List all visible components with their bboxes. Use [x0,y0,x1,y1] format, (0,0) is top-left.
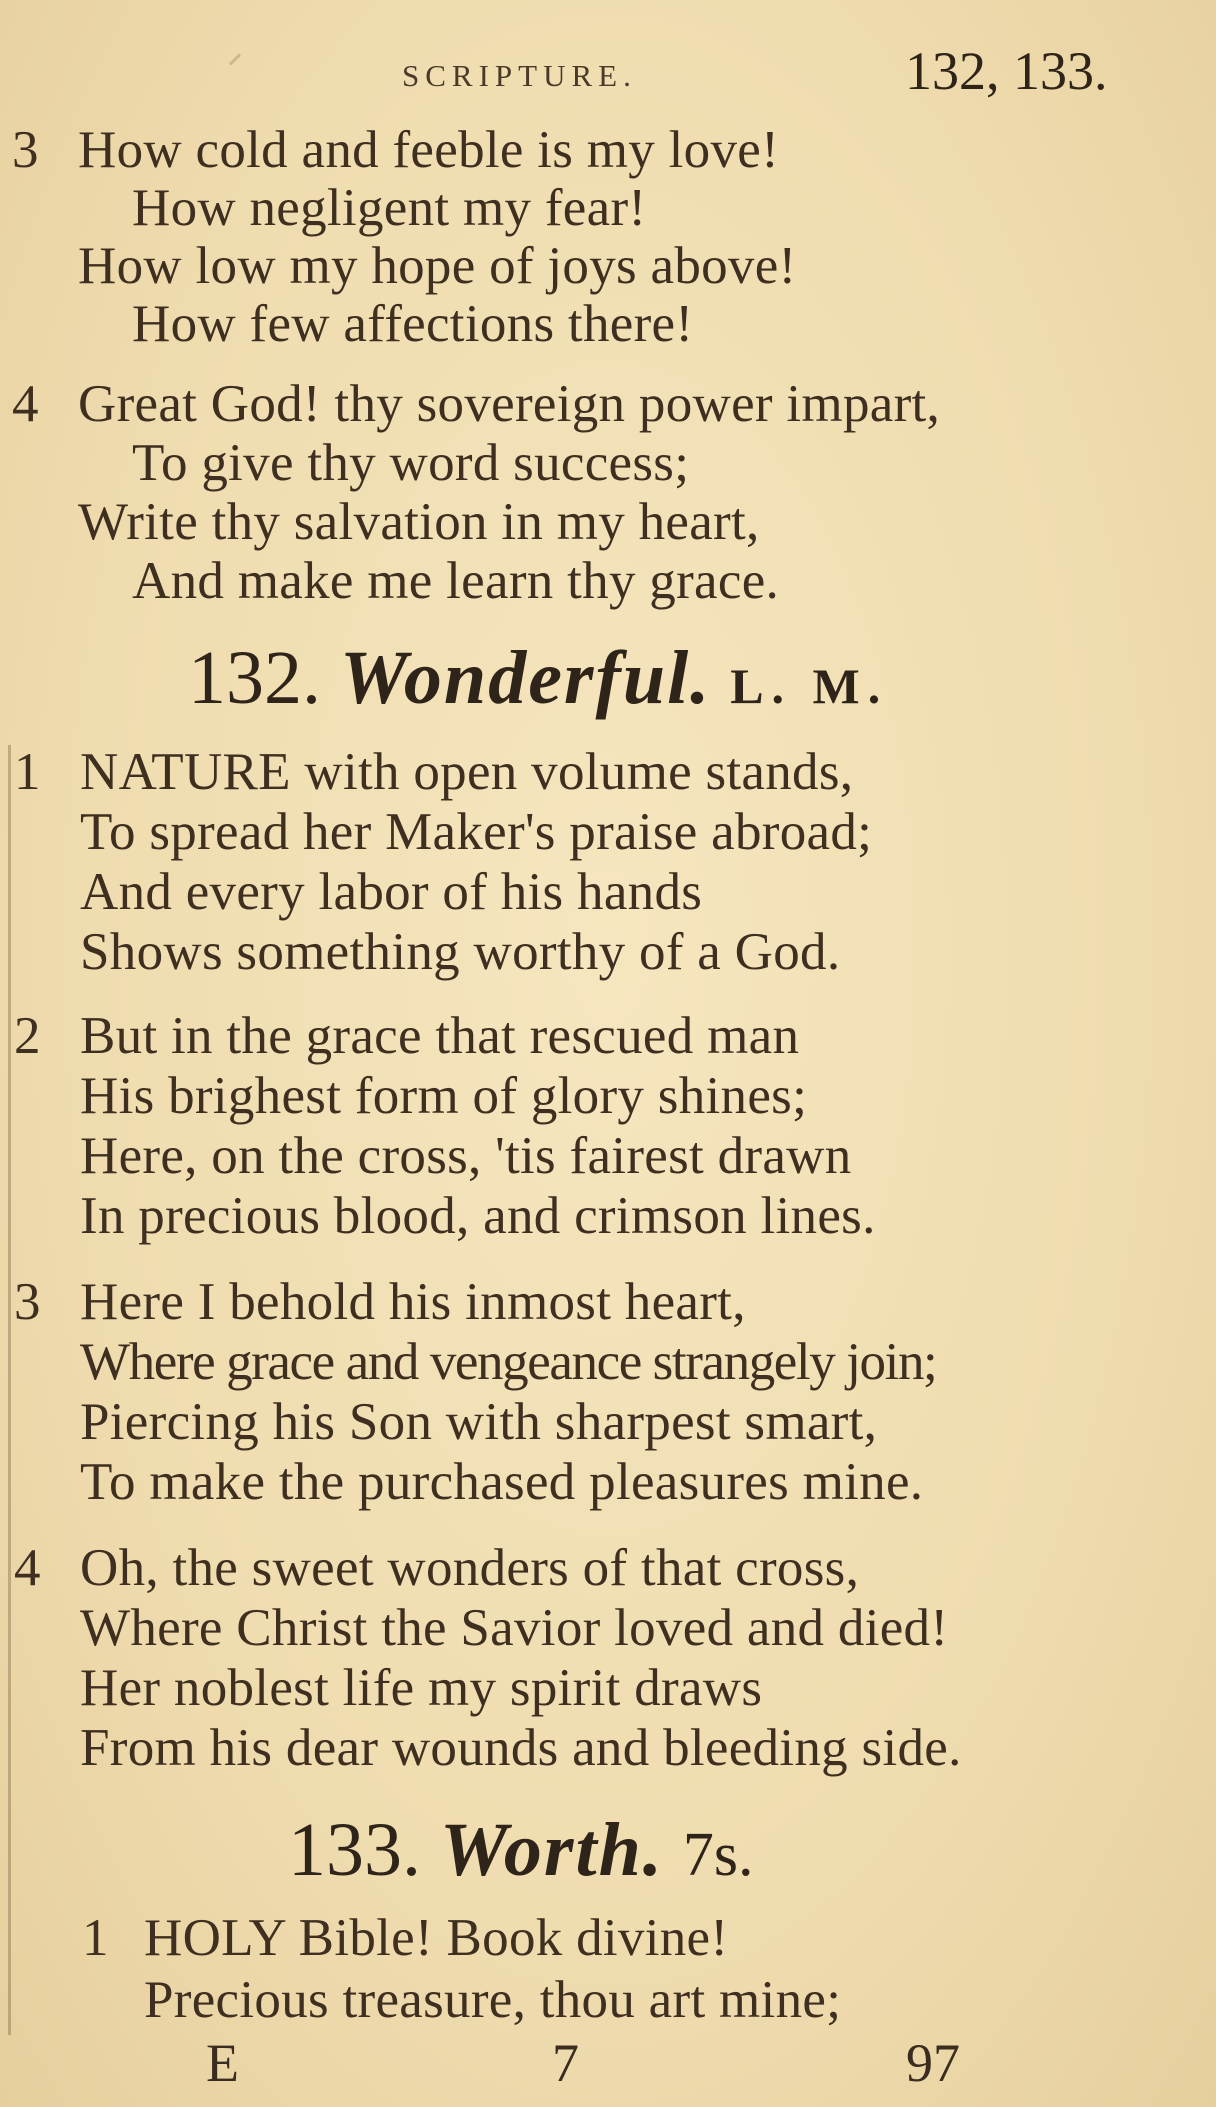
running-head: SCRIPTURE. [402,58,637,93]
hymn-line: How negligent my fear! [132,179,647,237]
hymn-line: How few affections there! [132,295,694,353]
page-numbers: 132, 133. [905,41,1108,101]
verse-number: 4 [12,375,39,433]
hymn-line: Her noblest life my spirit draws [80,1659,763,1717]
page-folio: 97 [906,2033,960,2093]
signature-number: 7 [552,2033,579,2093]
hymn-line: Precious treasure, thou art mine; [144,1971,842,2029]
hymn-line: Great God! thy sovereign power impart, [78,375,941,433]
hymn-line: Piercing his Son with sharpest smart, [80,1393,878,1451]
ink-smudge [229,53,241,65]
hymn-line: To spread her Maker's praise abroad; [80,803,873,861]
hymn-line: And every labor of his hands [80,863,703,921]
hymn-line: HOLY Bible! Book divine! [144,1909,729,1967]
hymn-line: Where grace and vengeance strangely join; [80,1333,937,1391]
hymn-number: 132. [188,636,321,720]
hymn-line: But in the grace that rescued man [80,1007,800,1065]
verse-number: 1 [82,1909,109,1967]
hymn-line: To make the purchased pleasures mine. [80,1453,924,1511]
hymn-line: Shows something worthy of a God. [80,923,841,981]
hymn-line: How cold and feeble is my love! [78,121,780,179]
hymn-line: To give thy word success; [132,434,690,492]
hymn-line: Where Christ the Savior loved and died! [80,1599,949,1657]
verse-number: 2 [14,1007,41,1065]
hymn-line: His brighest form of glory shines; [80,1067,808,1125]
hymn-heading-132 [188,636,889,720]
verse-number: 3 [14,1273,41,1331]
verse-number: 1 [14,743,41,801]
hymn-line: From his dear wounds and bleeding side. [80,1719,962,1777]
hymn-heading-133 [288,1808,754,1892]
hymn-meter: 7s. [682,1821,754,1889]
hymn-number: 133. [288,1808,421,1892]
hymn-tune-name: Wonderful. [340,636,712,720]
hymn-line: And make me learn thy grace. [132,552,780,610]
hymn-line: Oh, the sweet wonders of that cross, [80,1539,860,1597]
signature-mark: E [206,2033,239,2093]
hymn-line: Write thy salvation in my heart, [78,493,760,551]
gutter-shadow [8,745,11,2035]
hymn-line: In precious blood, and crimson lines. [80,1187,876,1245]
hymn-line: Here I behold his inmost heart, [80,1273,746,1331]
verse-number: 3 [12,121,39,179]
hymn-line: Here, on the cross, 'tis fairest drawn [80,1127,852,1185]
hymn-meter: L. M. [730,658,889,714]
verse-number: 4 [14,1539,41,1597]
hymn-line: How low my hope of joys above! [78,237,797,295]
hymn-tune-name: Worth. [440,1808,664,1892]
hymn-line: NATURE with open volume stands, [80,743,854,801]
